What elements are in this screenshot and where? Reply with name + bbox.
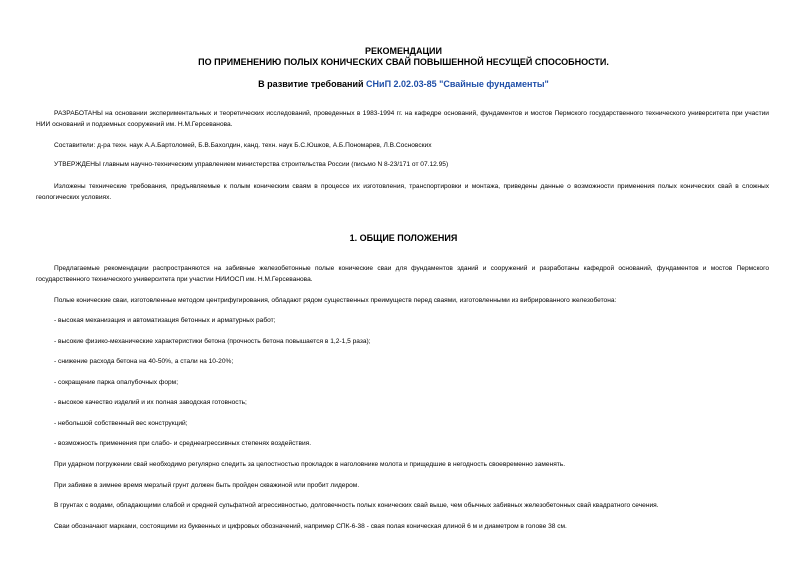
paragraph-5: В грунтах с водами, обладающими слабой и средней сульфатной агрессивностью, долговечность полых конических свай выше, чем обычных забивных железобетонных свай квадратного сечения.	[54, 502, 659, 509]
summary-paragraph: Изложены технические требования, предъявляемые к полым коническим сваям в процессе их изготовления, транспортировки и монтажа, приведены данные о возможности применения полых конических свай в сложных геологических условиях.	[36, 183, 769, 201]
developed-paragraph	[36, 108, 769, 130]
developed-text: РАЗРАБОТАНЫ на основании экспериментальных и теоретических исследований, проведенных в 1983-1994 гг. на кафедре оснований, фундаментов и мостов Пермского государственного технического университета при участии НИИ оснований и подземных сооружений им. Н.М.Герсеванова.	[36, 110, 769, 128]
bullet-item: - небольшой собственный вес конструкций;	[54, 420, 188, 427]
section-heading: 1. ОБЩИЕ ПОЛОЖЕНИЯ	[349, 233, 458, 243]
approved-paragraph: УТВЕРЖДЕНЫ главным научно-техническим управлением министерства строительства России (письмо N 8-23/171 от 07.12.95)	[54, 161, 449, 168]
bullet-item: - высокое качество изделий и их полная заводская готовность;	[54, 399, 247, 406]
title-line-2: ПО ПРИМЕНЕНИЮ ПОЛЫХ КОНИЧЕСКИХ СВАЙ ПОВЫШЕННОЙ НЕСУЩЕЙ СПОСОБНОСТИ.	[198, 57, 609, 67]
paragraph-2: Полые конические сваи, изготовленные методом центрифугирования, обладают рядом существенных преимуществ перед сваями, изготовленными из вибрированного железобетона:	[54, 297, 617, 304]
subtitle	[0, 79, 807, 89]
paragraph-1: Предлагаемые рекомендации распространяются на забивные железобетонные полые конические сваи для фундаментов зданий и сооружений и разработаны кафедрой оснований, фундаментов и мостов Пермского государственного технического университета при участии НИИОСП им. Н.М.Герсеванова.	[36, 265, 769, 283]
paragraph-4: При забивке в зимнее время мерзлый грунт должен быть пройден скважиной или пробит лидером.	[54, 482, 360, 489]
snip-link[interactable]: СНиП 2.02.03-85 "Свайные фундаменты"	[366, 79, 549, 89]
paragraph-3: При ударном погружении свай необходимо регулярно следить за целостностью прокладок в наголовнике молота и прищедшие в негодность своевременно заменять.	[54, 461, 566, 468]
paragraph-6: Сваи обозначают марками, состоящими из буквенных и цифровых обозначений, например СПК-6-38 - свая полая коническая длиной 6 м и диаметром в голове 38 см.	[54, 523, 567, 530]
bullet-item: - возможность применения при слабо- и среднеагрессивных степенях воздействия.	[54, 440, 312, 447]
bullet-item: - высокая механизация и автоматизация бетонных и арматурных работ;	[54, 317, 276, 324]
authors-paragraph: Составители: д-ра техн. наук А.А.Бартоломей, Б.В.Бахолдин, канд. техн. наук Б.С.Юшков, А.Б.Пономарев, Л.В.Сосновских	[54, 142, 432, 149]
bullet-item: - снижение расхода бетона на 40-50%, а стали на 10-20%;	[54, 358, 234, 365]
bullet-item: - сокращение парка опалубочных форм;	[54, 379, 179, 386]
subtitle-prefix: В развитие требований	[258, 79, 367, 89]
bullet-item: - высокие физико-механические характеристики бетона (прочность бетона повышается в 1,2-1,5 раза);	[54, 338, 371, 345]
title-line-1: РЕКОМЕНДАЦИИ	[365, 46, 442, 56]
